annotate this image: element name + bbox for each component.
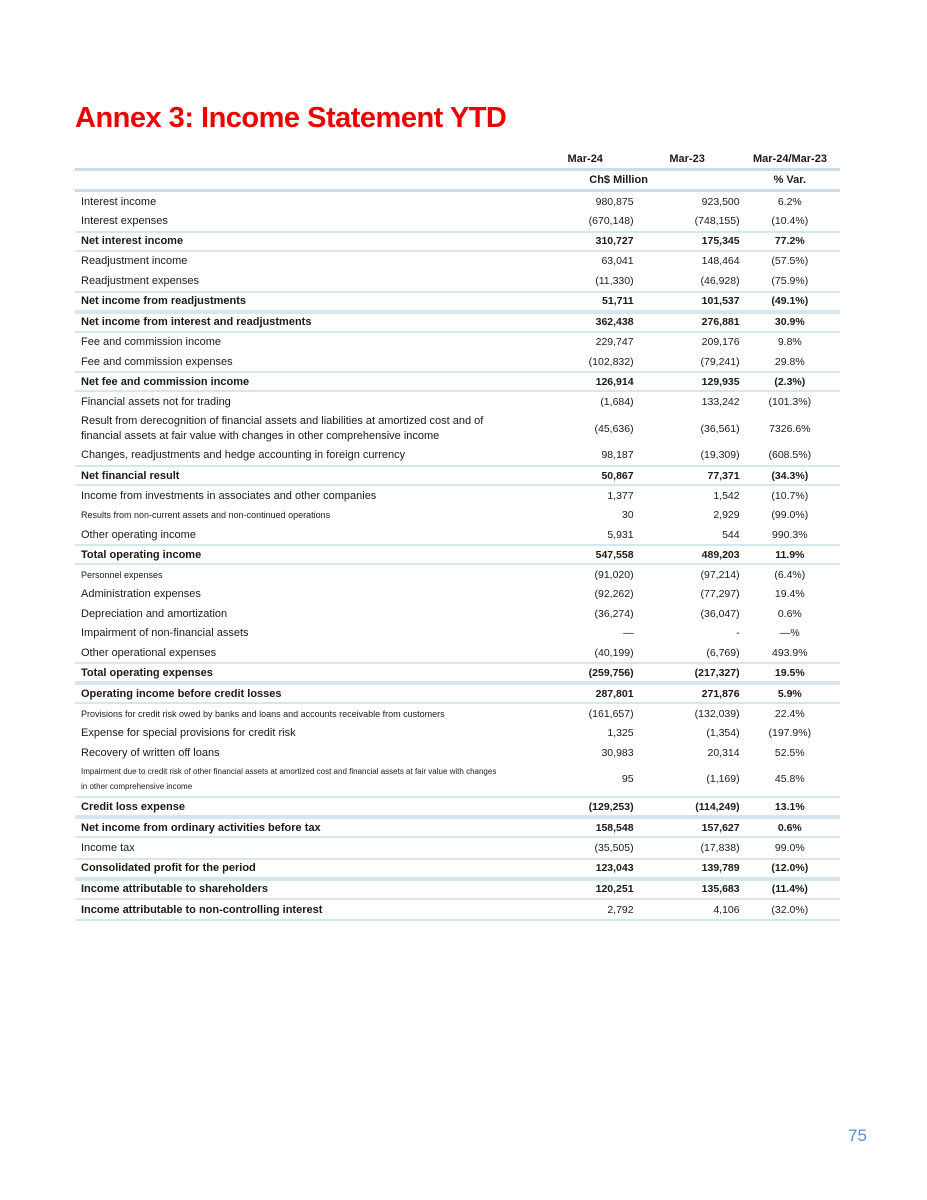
row-label: Expense for special provisions for credit risk: [81, 727, 296, 740]
row-label: Net income from ordinary activities before tax: [81, 821, 321, 834]
row-label: Operating income before credit losses: [81, 687, 282, 700]
value-mar24: (161,657): [588, 707, 634, 720]
table-row: [75, 465, 840, 486]
row-label: Net fee and commission income: [81, 375, 250, 388]
table-row: [75, 743, 840, 762]
row-label: Impairment of non-financial assets: [81, 627, 249, 640]
value-mar23: (748,155): [694, 215, 740, 228]
row-label: Recovery of written off loans: [81, 746, 220, 759]
value-var: 19.5%: [774, 666, 805, 679]
table-row: [75, 486, 840, 505]
value-var: 19.4%: [774, 588, 805, 601]
row-label: Readjustment expenses: [81, 274, 200, 287]
value-mar24: 547,558: [595, 548, 634, 561]
value-mar24: (91,020): [594, 568, 634, 581]
row-label: Result from derecognition of financial assets and liabilities at amortized cost and of financial assets at fair value with changes in other comprehensive income: [81, 414, 484, 442]
value-var: 990.3%: [771, 528, 808, 541]
value-mar23: 175,345: [701, 235, 740, 248]
value-var: 30.9%: [774, 316, 805, 329]
value-var: 45.8%: [774, 773, 805, 786]
value-var: (10.4%): [771, 215, 809, 228]
value-var: 77.2%: [774, 235, 805, 248]
value-var: (10.7%): [771, 489, 809, 502]
value-var: (99.0%): [771, 509, 809, 522]
row-label: Readjustment income: [81, 255, 188, 268]
table-row: [75, 392, 840, 411]
value-mar23: (19,309): [700, 449, 740, 462]
value-mar23: 489,203: [701, 548, 740, 561]
table-subheader-row: [75, 171, 840, 192]
table-row: [75, 604, 840, 623]
income-statement-table: [75, 150, 840, 921]
row-label: Total operating income: [81, 548, 202, 561]
table-row: [75, 231, 840, 252]
value-mar24: (35,505): [594, 842, 634, 855]
table-row: [75, 565, 840, 584]
row-label: Changes, readjustments and hedge accounting in foreign currency: [81, 449, 406, 462]
table-body: [75, 192, 840, 921]
table-row: [75, 192, 840, 211]
row-label: Total operating expenses: [81, 666, 213, 679]
page-title: Annex 3: Income Statement YTD: [75, 102, 507, 134]
row-label: Financial assets not for trading: [81, 396, 231, 409]
value-mar24: 98,187: [601, 449, 634, 462]
table-row: [75, 724, 840, 743]
value-var: —%: [779, 627, 800, 640]
value-mar23: (1,169): [706, 773, 740, 786]
value-mar24: 63,041: [601, 255, 634, 268]
value-mar23: 923,500: [701, 195, 740, 208]
table-row: [75, 585, 840, 604]
value-var: 7326.6%: [769, 422, 811, 435]
table-row: [75, 371, 840, 392]
value-mar24: 287,801: [595, 687, 634, 700]
value-mar23: 129,935: [701, 375, 740, 388]
value-mar24: 158,548: [595, 821, 634, 834]
value-mar23: 101,537: [701, 295, 740, 308]
value-mar23: (1,354): [706, 727, 740, 740]
table-row: [75, 211, 840, 230]
table-header-row: [75, 150, 840, 171]
row-label: Impairment due to credit risk of other financial assets at amortized cost and financial assets at fair value with changes in other comprehensive income: [81, 767, 497, 792]
value-mar23: (114,249): [695, 800, 740, 813]
value-var: (608.5%): [768, 449, 812, 462]
value-var: (101.3%): [768, 396, 812, 409]
value-mar24: 95: [621, 773, 634, 786]
value-var: 29.8%: [774, 355, 805, 368]
table-row: [75, 333, 840, 352]
row-label: Net interest income: [81, 235, 184, 248]
row-label: Income tax: [81, 842, 135, 855]
value-mar23: 276,881: [701, 316, 740, 329]
value-var: (11.4%): [771, 883, 808, 896]
value-mar23: (46,928): [700, 274, 740, 287]
col-header-mar23: Mar-23: [669, 153, 705, 165]
value-mar23: 148,464: [701, 255, 740, 268]
value-mar24: (102,832): [588, 355, 634, 368]
value-mar23: (36,561): [700, 422, 740, 435]
value-mar23: 133,242: [701, 396, 740, 409]
table-row: [75, 446, 840, 465]
value-var: (32.0%): [771, 903, 809, 916]
var-label: % Var.: [773, 174, 807, 186]
col-header-mar24: Mar-24: [567, 153, 603, 165]
table-row: [75, 796, 840, 817]
value-var: (34.3%): [771, 469, 809, 482]
value-mar24: 50,867: [601, 469, 634, 482]
value-var: 0.6%: [777, 607, 802, 620]
row-label: Interest income: [81, 195, 157, 208]
value-mar24: 2,792: [607, 903, 634, 916]
value-mar23: 4,106: [713, 903, 740, 916]
value-mar24: 123,043: [595, 862, 634, 875]
value-mar24: 980,875: [595, 195, 634, 208]
value-mar23: 1,542: [713, 489, 740, 502]
table-row: [75, 762, 840, 796]
value-mar23: (132,039): [694, 707, 740, 720]
value-mar23: 135,683: [701, 883, 740, 896]
value-var: 11.9%: [775, 548, 805, 561]
value-var: 52.5%: [774, 746, 805, 759]
table-row: [75, 271, 840, 290]
table-row: [75, 817, 840, 838]
value-mar24: 1,325: [607, 727, 634, 740]
value-var: (57.5%): [771, 255, 809, 268]
table-row: [75, 506, 840, 525]
value-mar24: 229,747: [595, 336, 634, 349]
row-label: Depreciation and amortization: [81, 607, 228, 620]
value-mar23: -: [736, 627, 740, 640]
value-var: 493.9%: [771, 646, 808, 659]
row-label: Administration expenses: [81, 588, 201, 601]
table-row: [75, 858, 840, 879]
value-var: (2.3%): [774, 375, 806, 388]
value-var: (197.9%): [768, 727, 812, 740]
value-mar24: (1,684): [600, 396, 634, 409]
row-label: Net financial result: [81, 469, 180, 482]
row-label: Provisions for credit risk owed by banks and loans and accounts receivable from customers: [81, 708, 445, 719]
table-row: [75, 252, 840, 271]
value-mar24: 362,438: [595, 316, 634, 329]
value-mar23: (79,241): [700, 355, 740, 368]
units-label: Ch$ Million: [589, 174, 648, 186]
table-row: [75, 312, 840, 333]
table-row: [75, 623, 840, 642]
value-var: 0.6%: [777, 821, 802, 834]
row-label: Fee and commission expenses: [81, 355, 233, 368]
row-label: Interest expenses: [81, 215, 168, 228]
value-mar23: (17,838): [700, 842, 740, 855]
row-label: Other operational expenses: [81, 646, 217, 659]
table-row: [75, 544, 840, 565]
value-mar24: (40,199): [594, 646, 634, 659]
value-mar23: 77,371: [707, 469, 740, 482]
table-row: [75, 683, 840, 704]
value-mar24: (92,262): [594, 588, 634, 601]
value-var: 99.0%: [774, 842, 805, 855]
value-mar23: 157,627: [701, 821, 740, 834]
table-row: [75, 643, 840, 662]
value-mar24: 1,377: [607, 489, 634, 502]
value-mar24: (670,148): [588, 215, 634, 228]
value-mar23: (77,297): [700, 588, 740, 601]
value-var: 22.4%: [774, 707, 805, 720]
table-row: [75, 291, 840, 312]
value-var: 9.8%: [777, 336, 802, 349]
row-label: Income attributable to shareholders: [81, 883, 269, 896]
value-mar24: 51,711: [602, 295, 634, 308]
table-row: [75, 838, 840, 857]
row-label: Net income from interest and readjustments: [81, 316, 312, 329]
row-label: Results from non-current assets and non-continued operations: [81, 510, 331, 521]
value-var: (6.4%): [774, 568, 806, 581]
value-mar23: 271,876: [701, 687, 740, 700]
value-mar24: 5,931: [607, 528, 634, 541]
table-row: [75, 704, 840, 723]
value-mar24: (36,274): [594, 607, 634, 620]
value-mar23: (217,327): [694, 666, 740, 679]
page-number: 75: [848, 1126, 867, 1145]
table-row: [75, 352, 840, 371]
value-mar24: 310,727: [595, 235, 634, 248]
value-mar24: 30,983: [601, 746, 634, 759]
row-label: Fee and commission income: [81, 336, 222, 349]
value-var: (75.9%): [771, 274, 809, 287]
value-mar23: (97,214): [700, 568, 740, 581]
value-mar24: 120,251: [595, 883, 634, 896]
row-label: Net income from readjustments: [81, 295, 247, 308]
value-mar24: (259,756): [588, 666, 634, 679]
col-header-var: Mar-24/Mar-23: [752, 153, 827, 165]
value-mar24: (11,330): [595, 274, 634, 287]
row-label: Credit loss expense: [81, 800, 185, 813]
value-var: 13.1%: [774, 800, 805, 813]
value-var: (49.1%): [771, 295, 809, 308]
table-row: [75, 900, 840, 921]
table-row: [75, 879, 840, 900]
value-var: 6.2%: [777, 195, 802, 208]
value-mar23: 139,789: [701, 862, 740, 875]
row-label: Income attributable to non-controlling interest: [81, 903, 323, 916]
value-mar23: (6,769): [706, 646, 740, 659]
value-var: (12.0%): [771, 862, 809, 875]
value-mar23: 20,314: [707, 746, 740, 759]
value-mar24: 126,914: [595, 375, 634, 388]
row-label: Consolidated profit for the period: [81, 862, 256, 875]
value-mar24: 30: [621, 509, 634, 522]
value-mar23: 544: [722, 528, 740, 541]
value-mar23: 2,929: [713, 509, 740, 522]
table-row: [75, 662, 840, 683]
value-var: 5.9%: [777, 687, 802, 700]
row-label: Other operating income: [81, 528, 196, 541]
value-mar24: (45,636): [594, 422, 634, 435]
table-row: [75, 525, 840, 544]
value-mar23: (36,047): [700, 607, 740, 620]
value-mar24: —: [623, 627, 634, 640]
row-label: Personnel expenses: [81, 569, 163, 580]
row-label: Income from investments in associates and other companies: [81, 489, 377, 502]
value-mar23: 209,176: [701, 336, 740, 349]
table-row: [75, 412, 840, 446]
value-mar24: (129,253): [588, 800, 634, 813]
